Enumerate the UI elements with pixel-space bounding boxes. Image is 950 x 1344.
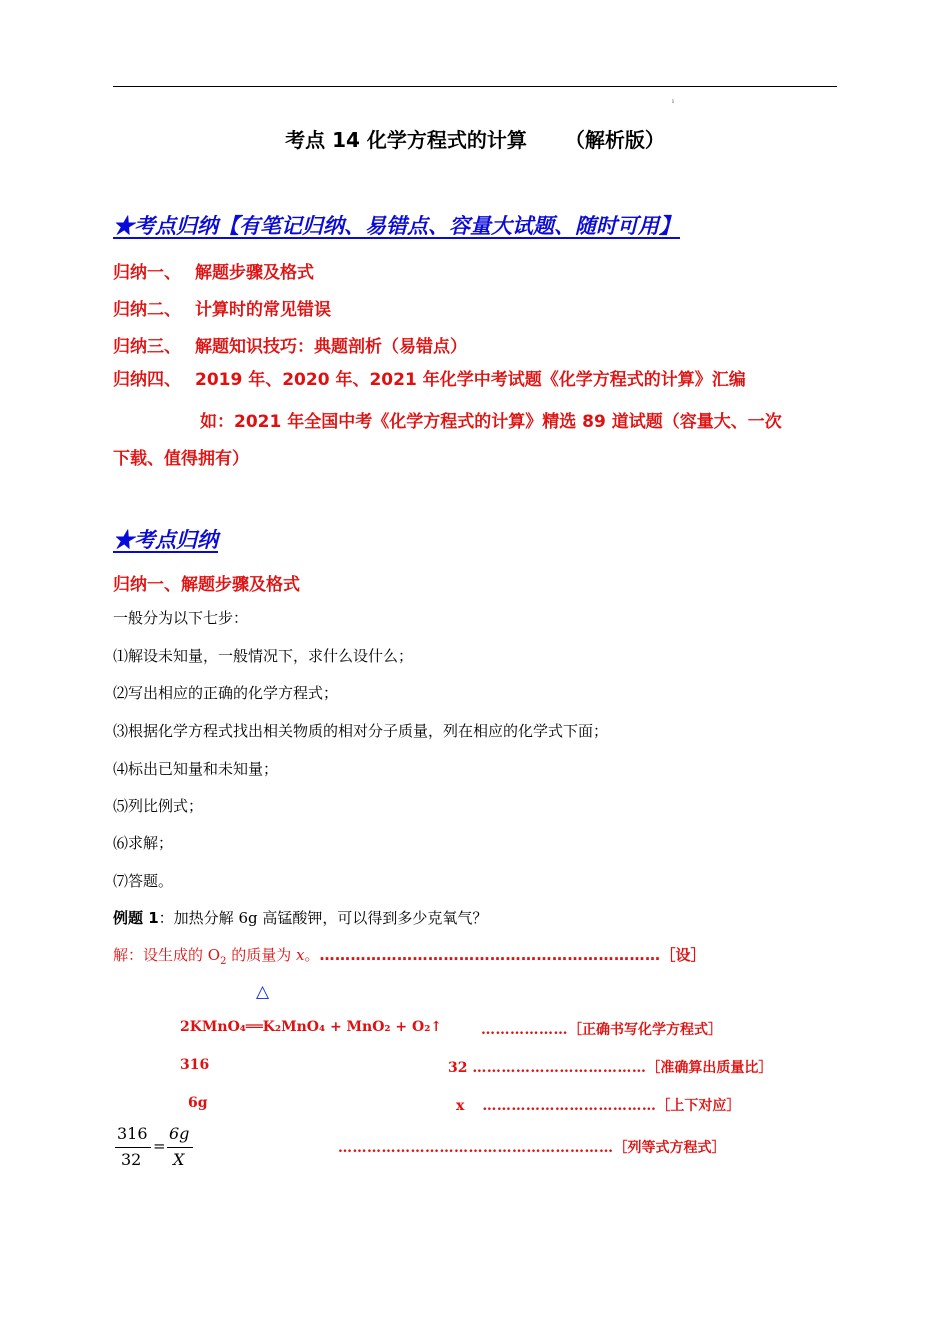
summary-heading: ★考点归纳【有笔记归纳、易错点、容量大试题、随时可用】	[113, 213, 680, 238]
page-title-suffix: （解析版）	[564, 128, 665, 152]
summary-item: 归纳二、 计算时的常见错误	[113, 300, 331, 320]
step-item: ⑺答题。	[113, 872, 174, 890]
page-title	[0, 124, 950, 153]
summary-item: 归纳三、 解题知识技巧：典题剖析（易错点）	[113, 337, 467, 357]
frac-equals: =	[153, 1137, 166, 1155]
step-item: ⑹求解；	[113, 834, 174, 852]
summary-item: 归纳一、 解题步骤及格式	[113, 263, 314, 283]
steps-intro: 一般分为以下七步：	[113, 609, 249, 627]
summary-note-line2: 下载、值得拥有）	[113, 449, 249, 469]
mass-annotation: 32 ………………………………［准确算出质量比］	[448, 1060, 773, 1076]
known-value: 6g	[188, 1095, 208, 1111]
summary-item: 归纳四、 2019 年、2020 年、2021 年化学中考试题《化学方程式的计算》汇编	[113, 370, 746, 390]
chemical-equation: 2KMnO₄══K₂MnO₄ + MnO₂ + O₂↑	[180, 1019, 443, 1035]
frac-left-denominator: 32	[121, 1150, 142, 1169]
step-item: ⑶根据化学方程式找出相关物质的相对分子质量，列在相应的化学式下面；	[113, 722, 609, 740]
unknown-annotation: x ………………………………［上下对应］	[456, 1098, 741, 1114]
frac-right-denominator: X	[173, 1150, 185, 1169]
step-item: ⑵写出相应的正确的化学方程式；	[113, 684, 339, 702]
frac-left-numerator: 316	[117, 1124, 148, 1143]
proportion-equation	[113, 1124, 193, 1172]
equation-annotation: ………………［正确书写化学方程式］	[481, 1022, 722, 1038]
step-item: ⑸列比例式；	[113, 797, 204, 815]
section-subheading: 归纳一、解题步骤及格式	[113, 575, 300, 595]
example-question: 例题 1：加热分解 6g 高锰酸钾，可以得到多少克氧气？	[113, 909, 488, 927]
solution-line: 解：设生成的 $O_2$ 的质量为 x。…………………………………………………………［设］	[113, 946, 706, 967]
frac-right-numerator: 6g	[169, 1124, 190, 1143]
step-item: ⑴解设未知量，一般情况下，求什么设什么；	[113, 647, 414, 665]
proportion-annotation: …………………………………………………［列等式方程式］	[338, 1140, 726, 1156]
page-title-main: 考点 14 化学方程式的计算	[285, 128, 527, 152]
step-item: ⑷标出已知量和未知量；	[113, 760, 279, 778]
header-rule	[113, 86, 837, 87]
example-label: 例题 1	[113, 909, 159, 927]
header-mark: ı	[672, 98, 674, 105]
section-heading: ★考点归纳	[113, 527, 218, 552]
mass-left: 316	[180, 1057, 210, 1073]
summary-note-line1: 如：2021 年全国中考《化学方程式的计算》精选 89 道试题（容量大、一次	[200, 412, 782, 432]
heat-triangle-icon: △	[256, 982, 270, 1002]
